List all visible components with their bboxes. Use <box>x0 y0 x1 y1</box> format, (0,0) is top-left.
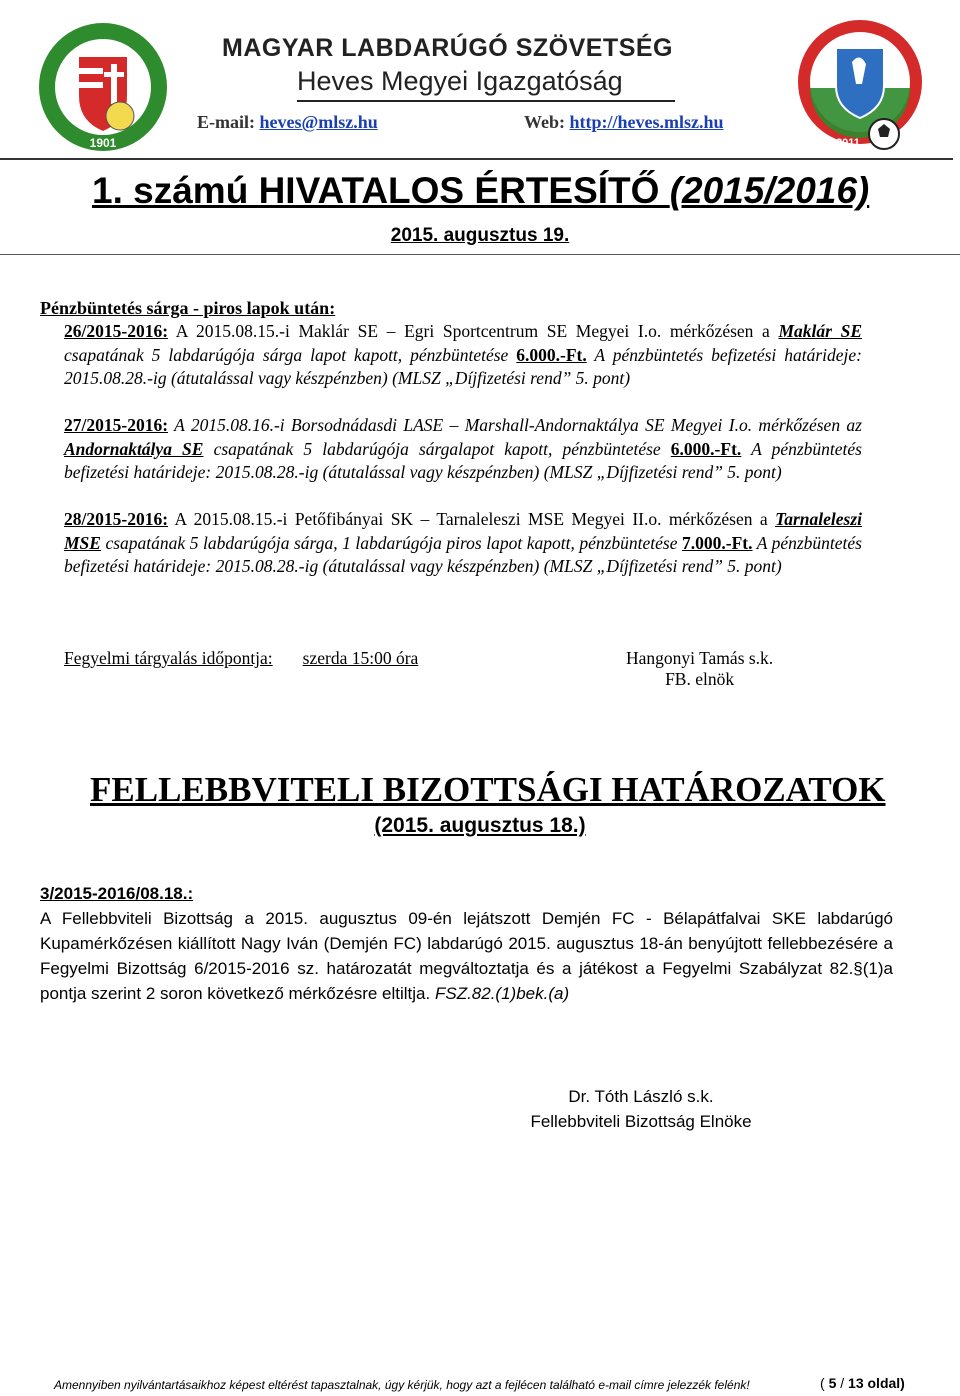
mlsz-logo <box>36 20 170 154</box>
hearing-value: szerda 15:00 óra <box>302 648 419 668</box>
fine-text: A 2015.08.16.-i Borsodnádasdi LASE – Marshall-Andornaktálya SE Megyei I.o. mérkőzésen az <box>168 415 862 435</box>
fine-text: A pénzbüntetés befizetési határideje: 2015.08.28.-ig (átutalással vagy készpénzben) (MLSZ „Díjfizetési rend” 5. pont) <box>64 344 862 388</box>
signer-name: Hangonyi Tamás s.k. <box>626 648 774 668</box>
title-date: 2015. augusztus 19. <box>390 225 570 246</box>
decision-ref: FSZ.82.(1)bek.(a) <box>434 984 570 1003</box>
hearing-line <box>64 648 418 669</box>
fine-text: A 2015.08.15.-i Petőfibányai SK – Tarnaleleszi MSE Megyei II.o. mérkőzésen a <box>168 509 776 529</box>
fine-text: A pénzbüntetés befizetési határideje: 2015.08.28.-ig (átutalással vagy készpénzben) (MLSZ „Díjfizetési rend” 5. pont) <box>64 532 862 576</box>
page-open: ( <box>820 1375 829 1391</box>
fine-team: Maklár SE <box>778 321 862 341</box>
title-year: (2015/2016) <box>669 170 870 211</box>
email-link[interactable]: heves@mlsz.hu <box>259 112 378 132</box>
page-number <box>820 1375 905 1391</box>
fine-id: 28/2015-2016: <box>64 509 169 529</box>
footer-note: Amennyiben nyilvántartásaikhoz képest eltérést tapasztalnak, úgy kérjük, hogy azt a fejlécen található e-mail címre jelezzék felénk! <box>54 1378 750 1392</box>
page-total: 13 <box>848 1375 864 1391</box>
header-divider <box>0 158 953 160</box>
fine-amount: 7.000.-Ft. <box>682 532 753 553</box>
fine-text: csapatának 5 labdarúgója sárgalapot kapott, pénzbüntetése <box>203 438 671 459</box>
page-title <box>92 170 869 212</box>
svg-text:2011: 2011 <box>836 137 860 149</box>
appeals-signer-role: Fellebbviteli Bizottság Elnöke <box>530 1112 752 1131</box>
appeals-signature <box>520 1084 762 1134</box>
fine-item <box>64 320 862 391</box>
hearing-label: Fegyelmi tárgyalás időpontja: <box>64 648 273 668</box>
org-name: MAGYAR LABDARÚGÓ SZÖVETSÉG <box>222 34 674 62</box>
web-label: Web: <box>524 112 566 132</box>
fine-text: csapatának 5 labdarúgója sárga lapot kapott, pénzbüntetése <box>64 344 517 365</box>
fine-text: csapatának 5 labdarúgója sárga, 1 labdarúgója piros lapot kapott, pénzbüntetése <box>100 532 683 553</box>
org-subtitle: Heves Megyei Igazgatóság <box>297 66 623 96</box>
web-link[interactable]: http://heves.mlsz.hu <box>569 112 724 132</box>
web-line <box>524 112 724 133</box>
page-current: 5 <box>828 1375 837 1391</box>
decision-body: A Fellebbviteli Bizottság a 2015. augusztus 09-én lejátszott Demjén FC - Bélapátfalvai SKE labdarúgó Kupamérkőzésen kiállított Nagy Iván (Demjén FC) labdarúgó 2015. augusztus 18-án benyújtott fellebbezésére a Fegyelmi Bizottság 6/2015-2016 sz. határozatát megváltoztatja és a játékost a Fegyelmi Szabályzat 82.§(1)a pontja szerint 2 soron következő mérkőzésre eltiltja. <box>40 909 893 1003</box>
fine-id: 27/2015-2016: <box>64 415 169 435</box>
appeals-date: (2015. augusztus 18.) <box>374 814 586 837</box>
appeals-signer-name: Dr. Tóth László s.k. <box>568 1087 714 1106</box>
fine-amount: 6.000.-Ft. <box>516 344 587 365</box>
page-sep: / <box>836 1375 849 1391</box>
decision-text <box>40 906 893 1006</box>
page-label: oldal) <box>863 1375 905 1391</box>
fine-amount: 6.000.-Ft. <box>670 438 742 459</box>
email-label: E-mail: <box>197 112 255 132</box>
decision-id: 3/2015-2016/08.18.: <box>40 884 194 903</box>
fine-team: Tarnaleleszi MSE <box>64 509 862 553</box>
fine-text: A pénzbüntetés befizetési határideje: 2015.08.28.-ig (átutalással vagy készpénzben) (MLSZ „Díjfizetési rend” 5. pont) <box>64 438 862 482</box>
signer-role: FB. elnök <box>665 669 735 689</box>
fines-heading: Pénzbüntetés sárga - piros lapok után: <box>40 298 336 318</box>
fine-text: A 2015.08.15.-i Maklár SE – Egri Sportcentrum SE Megyei I.o. mérkőzésen a <box>168 321 779 341</box>
title-main: 1. számú HIVATALOS ÉRTESÍTŐ <box>92 170 670 211</box>
svg-text:1901: 1901 <box>89 136 117 150</box>
subtitle-underline <box>297 100 675 102</box>
fine-id: 26/2015-2016: <box>64 321 169 341</box>
fine-item <box>64 508 862 579</box>
fine-team: Andornaktálya SE <box>64 438 204 459</box>
heves-logo <box>796 18 924 154</box>
email-line <box>197 112 378 133</box>
title-divider <box>0 254 960 255</box>
fine-item <box>64 414 862 485</box>
appeals-title: FELLEBBVITELI BIZOTTSÁGI HATÁROZATOK <box>90 770 886 809</box>
hearing-signature <box>626 648 773 690</box>
